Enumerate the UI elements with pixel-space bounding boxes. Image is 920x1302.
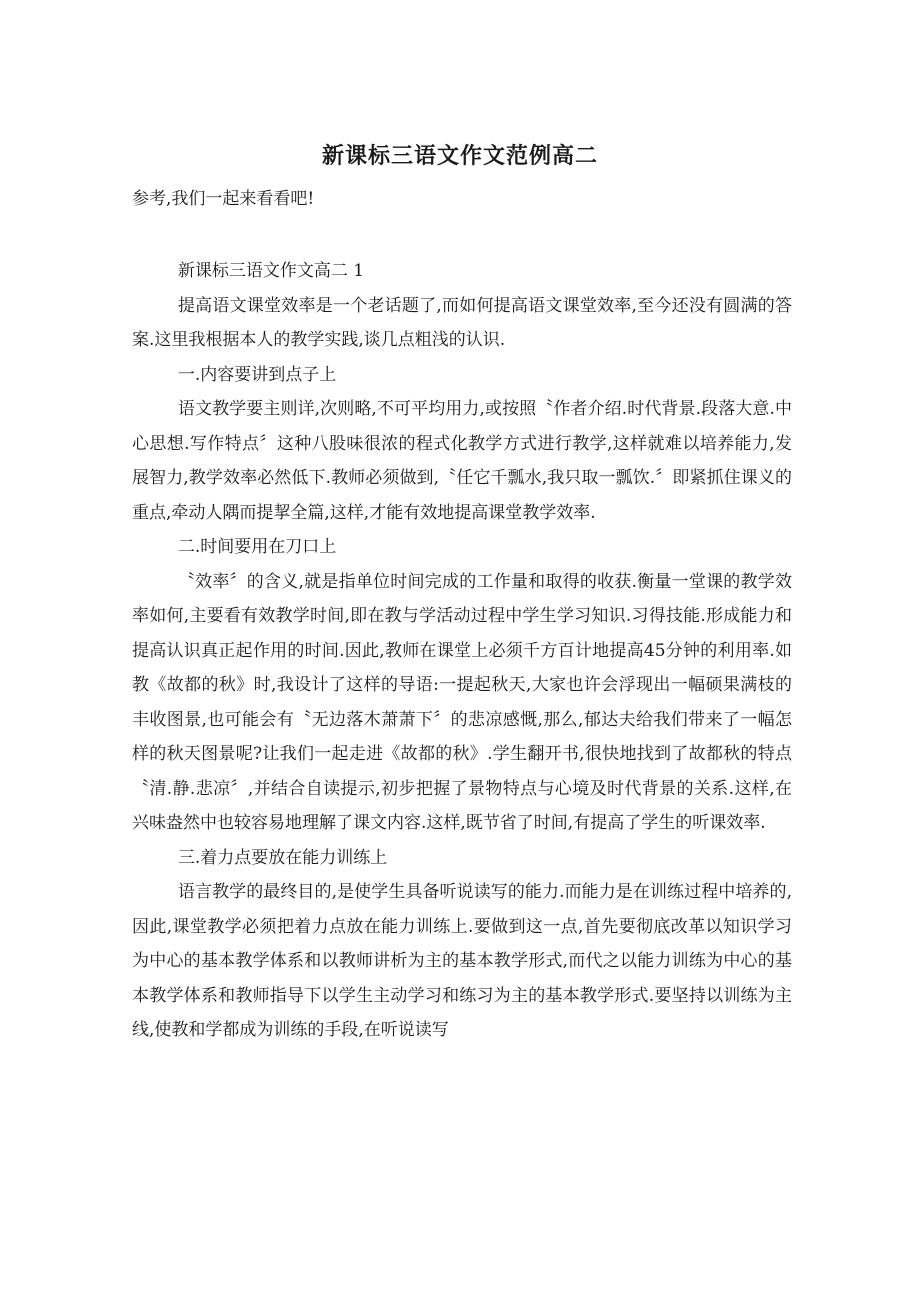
intro-line: 参考,我们一起来看看吧!	[132, 189, 315, 209]
section-title: 新课标三语文作文高二 1	[177, 261, 365, 281]
paragraph: 语文教学要主则详,次则略,不可平均用力,或按照〝作者介绍.时代背景.段落大意.中心思想.写作特点〞这种八股味很浓的程式化教学方式进行教学,这样就难以培养能力,发展智力,教学效率必然低下.教师必须做到,〝任它千瓢水,我只取一瓢饮.〞即紧抓住课义的重点,牵动人隅而提挈全篇,这样,才能有效地提高课堂教学效率.	[132, 399, 792, 523]
paragraph: 〝效率〞的含义,就是指单位时间完成的工作量和取得的收获.衡量一堂课的教学效率如何,主要看有效教学时间,即在教与学活动过程中学生学习知识.习得技能.形成能力和提高认识真正起作用的时间.因此,教师在课堂上必须千方百计地提高45分钟的利用率.如教《故都的秋》时,我设计了这样的导语:一提起秋天,大家也许会浮现出一幅硕果满枝的丰收图景,也可能会有〝无边落木萧萧下〞的悲凉感慨,那么,郁达夫给我们带来了一幅怎样的秋天图景呢?让我们一起走进《故都的秋》.学生翻开书,很快地找到了故都秋的特点〝清.静.悲凉〞,并结合自读提示,初步把握了景物特点与心境及时代背景的关系.这样,在兴味盎然中也较容易地理解了课文内容.这样,既节省了时间,有提高了学生的听课效率.	[132, 571, 792, 833]
subheading: 二.时间要用在刀口上	[177, 537, 337, 557]
paragraph: 语言教学的最终目的,是使学生具备听说读写的能力.而能力是在训练过程中培养的,因此,课堂教学必须把着力点放在能力训练上.要做到这一点,首先要彻底改革以知识学习为中心的基本教学体系和以教师讲析为主的基本教学形式,而代之以能力训练为中心的基本教学体系和教师指导下以学生主动学习和练习为主的基本教学形式.要坚持以训练为主线,使教和学都成为训练的手段,在听说读写	[132, 882, 792, 1040]
paragraph: 提高语文课堂效率是一个老话题了,而如何提高语文课堂效率,至今还没有圆满的答案.这里我根据本人的教学实践,谈几点粗浅的认识.	[132, 295, 792, 350]
subheading: 一.内容要讲到点子上	[177, 364, 337, 385]
document-body	[132, 254, 792, 1048]
subheading: 三.着力点要放在能力训练上	[177, 847, 388, 868]
document-title: 新课标三语文作文范例高二	[321, 143, 598, 169]
